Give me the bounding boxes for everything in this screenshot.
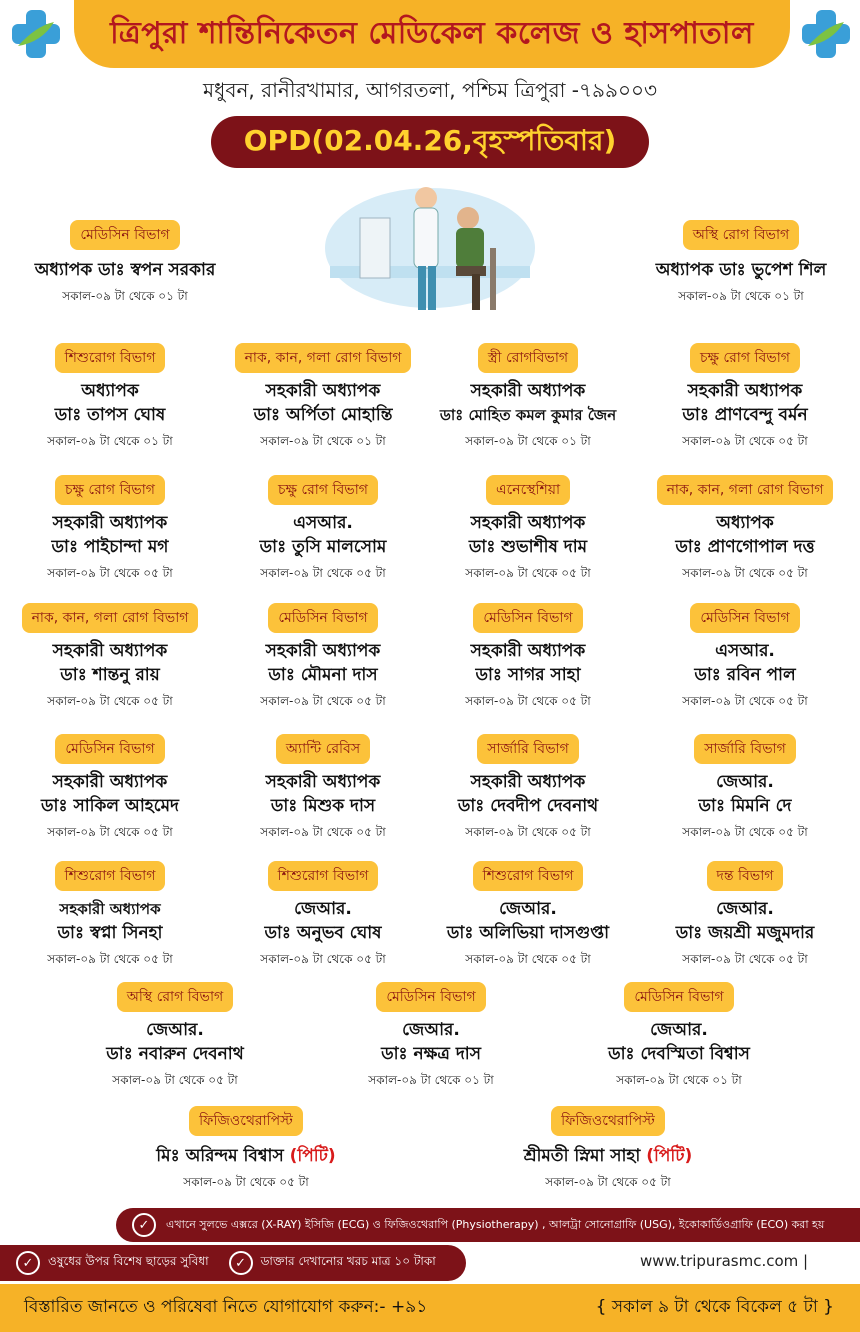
department-badge: নাক, কান, গলা রোগ বিভাগ — [657, 475, 834, 505]
opd-time: সকাল-০৯ টা থেকে ০৫ টা — [47, 694, 173, 708]
physio-name-line — [492, 1144, 724, 1168]
opd-time: সকাল-০৯ টা থেকে ০৫ টা — [183, 1175, 309, 1189]
services-note: এখানে সুলভে এক্সরে (X-RAY) ইসিজি (ECG) ও ফিজিওথেরাপি (Physiotherapy) , আলট্রা সোনোগ্রাফি (USG), ইকোকার্ডিওগ্রাফি (ECO) করা হয় — [166, 1217, 825, 1231]
doctor-name: ডাঃ সাগর সাহা — [475, 665, 581, 685]
opd-time: সকাল-০৯ টা থেকে ০১ টা — [47, 434, 173, 448]
doctor-title: সহকারী অধ্যাপক — [470, 381, 586, 401]
doctor-name: ডাঃ তাপস ঘোষ — [54, 405, 166, 425]
pt-tag: (পিটি) — [289, 1146, 336, 1166]
opd-time: সকাল-০৯ টা থেকে ০৫ টা — [682, 952, 808, 966]
hours-text: { সকাল ৯ টা থেকে বিকেল ৫ টা } — [595, 1297, 834, 1317]
opd-time: সকাল-০৯ টা থেকে ০৫ টা — [465, 694, 591, 708]
department-badge: মেডিসিন বিভাগ — [376, 982, 485, 1012]
doctor-title: সহকারী অধ্যাপক — [265, 381, 381, 401]
doctor-card — [421, 861, 635, 971]
department-badge: মেডিসিন বিভাগ — [70, 220, 179, 250]
doctor-card — [5, 861, 215, 971]
department-badge: ফিজিওথেরাপিস্ট — [551, 1106, 665, 1136]
doctor-card — [218, 861, 428, 971]
opd-time: সকাল-০৯ টা থেকে ০৫ টা — [260, 566, 386, 580]
opd-time: সকাল-০৯ টা থেকে ০৫ টা — [465, 825, 591, 839]
doctor-name: ডাঃ পাইচান্দা মগ — [51, 537, 169, 557]
department-badge: নাক, কান, গলা রোগ বিভাগ — [235, 343, 412, 373]
doctor-card — [421, 475, 635, 585]
doctor-card — [564, 982, 794, 1092]
check-icon: ✓ — [132, 1213, 156, 1237]
doctor-card — [218, 734, 428, 844]
opd-time: সকাল-০৯ টা থেকে ০৫ টা — [465, 952, 591, 966]
hospital-address: মধুবন, রানীরখামার, আগরতলা, পশ্চিম ত্রিপুরা -৭৯৯০০৩ — [203, 78, 657, 102]
department-badge: অ্যান্টি রেবিস — [276, 734, 370, 764]
doctor-title: জেআর. — [402, 1020, 460, 1040]
doctor-title: জেআর. — [716, 899, 774, 919]
doctor-title: সহকারী অধ্যাপক — [52, 513, 168, 533]
doctor-name: ডাঃ প্রাণগোপাল দত্ত — [675, 537, 815, 557]
doctor-name: ডাঃ মৌমনা দাস — [268, 665, 378, 685]
doctor-title: সহকারী অধ্যাপক — [265, 641, 381, 661]
doctor-patient-illustration — [320, 178, 540, 318]
doctor-title: জেআর. — [716, 772, 774, 792]
department-badge: স্ত্রী রোগবিভাগ — [478, 343, 578, 373]
hospital-logo-icon-right — [798, 6, 854, 62]
hospital-logo-icon — [8, 6, 64, 62]
opd-time: সকাল-০৯ টা থেকে ০৫ টা — [682, 566, 808, 580]
physio-name: শ্রীমতী স্নিমা সাহা — [523, 1146, 641, 1166]
department-badge: নাক, কান, গলা রোগ বিভাগ — [22, 603, 199, 633]
department-badge: এনেস্থেশিয়া — [486, 475, 570, 505]
doctor-title: এসআর. — [293, 513, 353, 533]
doctor-card — [218, 475, 428, 585]
doctor-name: ডাঃ দেবস্মিতা বিশ্বাস — [608, 1044, 750, 1064]
opd-time: সকাল-০৯ টা থেকে ০৫ টা — [682, 434, 808, 448]
doctor-name: ডাঃ নক্ষত্র দাস — [381, 1044, 481, 1064]
doctor-card — [640, 343, 850, 453]
doctor-card — [60, 982, 290, 1092]
doctor-name: ডাঃ জয়শ্রী মজুমদার — [675, 923, 815, 943]
doctor-title: সহকারী অধ্যাপক — [687, 381, 803, 401]
doctor-name: ডাঃ শান্তনু রায় — [60, 665, 160, 685]
opd-time: সকাল-০৯ টা থেকে ০৫ টা — [682, 825, 808, 839]
doctor-card — [5, 475, 215, 585]
doctor-title: অধ্যাপক — [716, 513, 774, 533]
website-link[interactable]: www.tripurasmc.com | — [640, 1252, 809, 1270]
department-badge: অস্থি রোগ বিভাগ — [683, 220, 799, 250]
department-badge: মেডিসিন বিভাগ — [268, 603, 377, 633]
doctor-name: ডাঃ মিশুক দাস — [270, 796, 376, 816]
doctor-name: অধ্যাপক ডাঃ ভুপেশ শিল — [655, 260, 827, 280]
doctor-title: জেআর. — [499, 899, 557, 919]
department-badge: শিশুরোগ বিভাগ — [268, 861, 379, 891]
doctor-name: ডাঃ অনুভব ঘোষ — [264, 923, 382, 943]
opd-time: সকাল-০৯ টা থেকে ০৫ টা — [260, 952, 386, 966]
doctor-name: অধ্যাপক ডাঃ স্বপন সরকার — [34, 260, 216, 280]
opd-time: সকাল-০৯ টা থেকে ০৫ টা — [47, 566, 173, 580]
doctor-name: ডাঃ নবারুন দেবনাথ — [106, 1044, 244, 1064]
benefit-discount: ওষুধের উপর বিশেষ ছাড়ের সুবিধা — [48, 1254, 209, 1268]
doctor-title: জেআর. — [294, 899, 352, 919]
doctor-name: ডাঃ সাকিল আহমেদ — [41, 796, 179, 816]
opd-date-pill — [211, 116, 649, 168]
department-badge: দন্ত বিভাগ — [707, 861, 784, 891]
benefit-fee: ডাক্তার দেখানোর খরচ মাত্র ১০ টাকা — [260, 1254, 436, 1268]
doctor-title: এসআর. — [715, 641, 775, 661]
benefits-bar — [0, 1245, 466, 1281]
physio-name: মিঃ অরিন্দম বিশ্বাস — [156, 1146, 284, 1166]
department-badge: সার্জারি বিভাগ — [477, 734, 579, 764]
doctor-name: ডাঃ তুসি মালসোম — [259, 537, 387, 557]
doctor-title: সহকারী অধ্যাপক — [265, 772, 381, 792]
opd-time: সকাল-০৯ টা থেকে ০৫ টা — [47, 952, 173, 966]
contact-bar — [0, 1284, 860, 1332]
doctor-card — [640, 603, 850, 713]
department-badge: শিশুরোগ বিভাগ — [55, 861, 166, 891]
doctor-name: ডাঃ শুভাশীষ দাম — [468, 537, 588, 557]
doctor-card — [5, 603, 215, 713]
opd-time: সকাল-০৯ টা থেকে ০১ টা — [368, 1073, 494, 1087]
doctor-name: ডাঃ অলিভিয়া দাসগুপ্তা — [446, 923, 610, 943]
check-icon: ✓ — [16, 1251, 40, 1275]
doctor-name: ডাঃ প্রাণবেন্দু বর্মন — [682, 405, 808, 425]
opd-time: সকাল-০৯ টা থেকে ০৫ টা — [112, 1073, 238, 1087]
check-icon: ✓ — [229, 1251, 253, 1275]
opd-time: সকাল-০৯ টা থেকে ০১ টা — [616, 1073, 742, 1087]
opd-time: সকাল-০৯ টা থেকে ০৫ টা — [260, 825, 386, 839]
doctor-name: ডাঃ দেবদীপ দেবনাথ — [457, 796, 599, 816]
doctor-title: অধ্যাপক — [81, 381, 139, 401]
doctor-card — [5, 343, 215, 453]
opd-time: সকাল-০৯ টা থেকে ০৫ টা — [260, 694, 386, 708]
doctor-card — [5, 734, 215, 844]
doctor-title: সহকারী অধ্যাপক — [470, 641, 586, 661]
hospital-name: ত্রিপুরা শান্তিনিকেতন মেডিকেল কলেজ ও হাসপাতাল — [110, 15, 754, 51]
opd-time: সকাল-০৯ টা থেকে ০১ টা — [260, 434, 386, 448]
doctor-name: ডাঃ রবিন পাল — [694, 665, 796, 685]
title-banner — [74, 0, 790, 68]
department-badge: চক্ষু রোগ বিভাগ — [690, 343, 800, 373]
department-badge: ফিজিওথেরাপিস্ট — [189, 1106, 303, 1136]
pt-tag: (পিটি) — [646, 1146, 693, 1166]
doctor-card — [421, 603, 635, 713]
department-badge: চক্ষু রোগ বিভাগ — [268, 475, 378, 505]
doctor-title: সহকারী অধ্যাপক — [52, 641, 168, 661]
department-badge: সার্জারি বিভাগ — [694, 734, 796, 764]
doctor-name: ডাঃ অর্পিতা মোহান্তি — [253, 405, 393, 425]
opd-time: সকাল-০৯ টা থেকে ০৫ টা — [465, 566, 591, 580]
doctor-name: ডাঃ মিমনি দে — [698, 796, 792, 816]
department-badge: শিশুরোগ বিভাগ — [55, 343, 166, 373]
doctor-card — [640, 734, 850, 844]
doctor-title: সহকারী অধ্যাপক — [59, 900, 161, 918]
opd-time: সকাল-০৯ টা থেকে ০৫ টা — [545, 1175, 671, 1189]
doctor-title: জেআর. — [146, 1020, 204, 1040]
opd-time: সকাল-০৯ টা থেকে ০১ টা — [62, 289, 188, 303]
physio-card — [130, 1106, 362, 1194]
doctor-card — [316, 982, 546, 1092]
physio-name-line — [130, 1144, 362, 1168]
department-badge: অস্থি রোগ বিভাগ — [117, 982, 233, 1012]
doctor-title: সহকারী অধ্যাপক — [470, 772, 586, 792]
opd-date: OPD(02.04.26,বৃহস্পতিবার) — [243, 123, 617, 157]
doctor-title: জেআর. — [650, 1020, 708, 1040]
doctor-card — [10, 220, 240, 308]
services-note-bar — [116, 1208, 860, 1242]
opd-time: সকাল-০৯ টা থেকে ০৫ টা — [47, 825, 173, 839]
department-badge: শিশুরোগ বিভাগ — [473, 861, 584, 891]
doctor-name: ডাঃ স্বপ্না সিনহা — [57, 923, 163, 943]
department-badge: চক্ষু রোগ বিভাগ — [55, 475, 165, 505]
department-badge: মেডিসিন বিভাগ — [55, 734, 164, 764]
physio-card — [492, 1106, 724, 1194]
doctor-card — [421, 734, 635, 844]
doctor-title: সহকারী অধ্যাপক — [470, 513, 586, 533]
opd-time: সকাল-০৯ টা থেকে ০৫ টা — [682, 694, 808, 708]
doctor-card — [218, 603, 428, 713]
doctor-title: সহকারী অধ্যাপক — [52, 772, 168, 792]
opd-time: সকাল-০৯ টা থেকে ০১ টা — [465, 434, 591, 448]
doctor-card — [640, 861, 850, 971]
doctor-name: ডাঃ মোহিত কমল কুমার জৈন — [439, 406, 617, 424]
doctor-card — [218, 343, 428, 453]
department-badge: মেডিসিন বিভাগ — [690, 603, 799, 633]
department-badge: মেডিসিন বিভাগ — [473, 603, 582, 633]
doctor-card — [626, 220, 856, 308]
contact-text: বিস্তারিত জানতে ও পরিষেবা নিতে যোগাযোগ করুন:- +৯১ — [24, 1297, 428, 1317]
doctor-card — [421, 343, 635, 453]
department-badge: মেডিসিন বিভাগ — [624, 982, 733, 1012]
opd-time: সকাল-০৯ টা থেকে ০১ টা — [678, 289, 804, 303]
doctor-card — [640, 475, 850, 585]
